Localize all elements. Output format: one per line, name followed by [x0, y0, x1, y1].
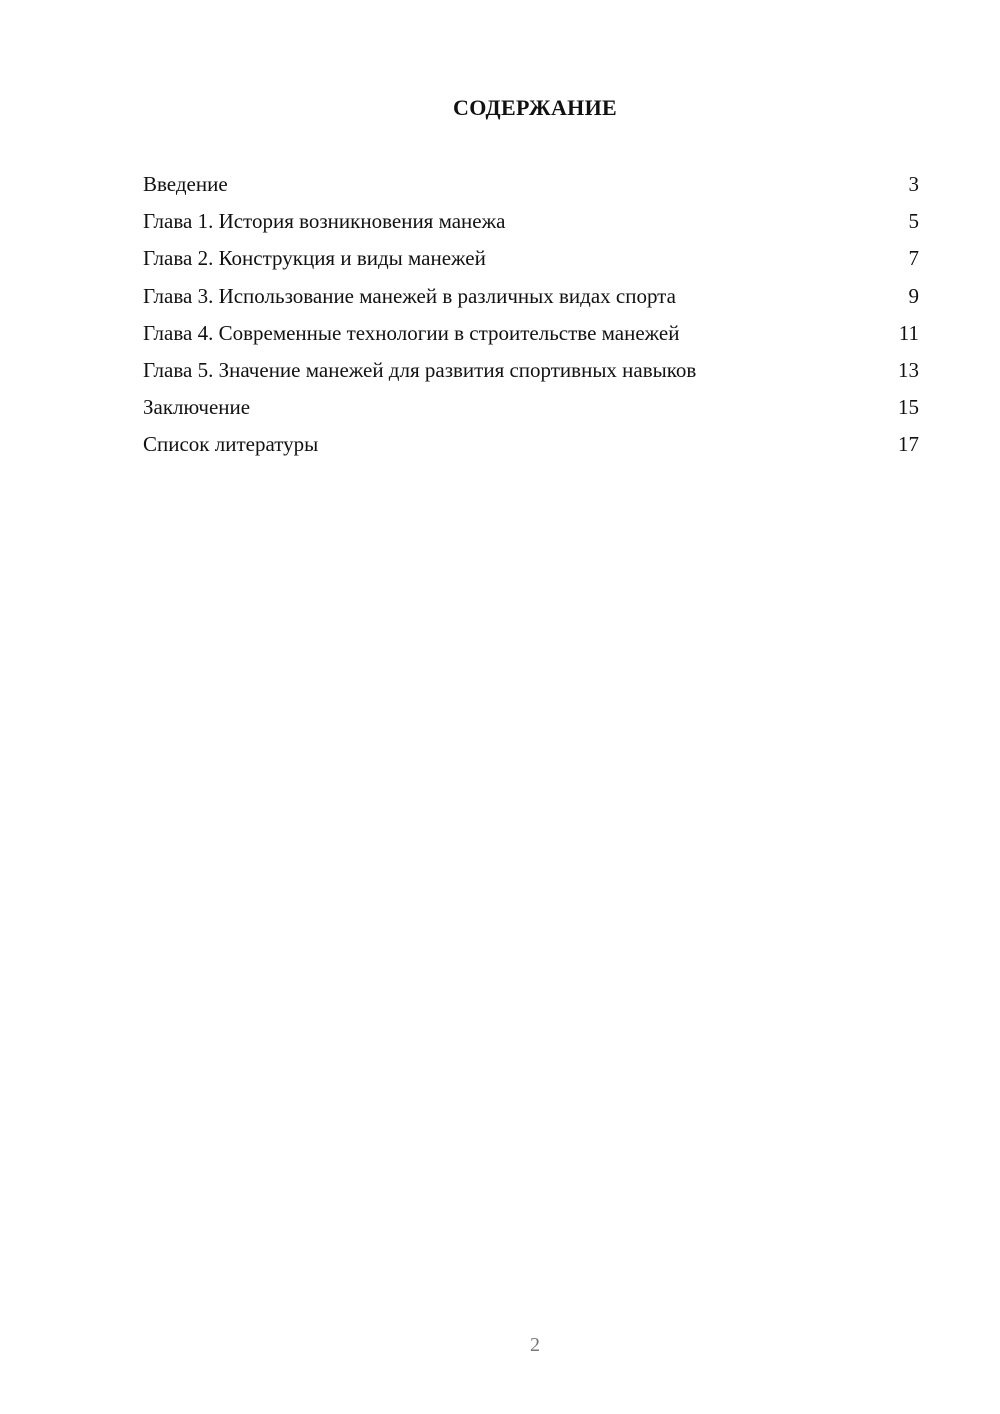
toc-entry-label: Введение [143, 172, 228, 196]
toc-entry [143, 168, 919, 205]
toc-entry [143, 428, 919, 465]
toc-entry-page: 5 [908, 209, 919, 234]
toc-entry-label: Список литературы [143, 432, 319, 457]
toc-entry-label: Глава 4. Современные технологии в строительстве манежей [143, 320, 680, 345]
toc-entry [143, 317, 919, 354]
toc-entry [143, 280, 919, 317]
page-title: СОДЕРЖАНИЕ [453, 95, 617, 120]
page-number: 2 [530, 1334, 540, 1356]
toc-entry-label: Глава 2. Конструкция и виды манежей [143, 246, 486, 271]
table-of-contents [143, 168, 919, 466]
toc-entry-label: Глава 3. Использование манежей в различных видах спорта [143, 283, 676, 308]
toc-entry-label: Глава 1. История возникновения манежа [143, 209, 506, 234]
toc-entry-label: Глава 5. Значение манежей для развития спортивных навыков [143, 357, 697, 382]
toc-entry-page: 3 [908, 172, 919, 196]
toc-entry-page: 7 [908, 246, 919, 271]
toc-entry [143, 391, 919, 428]
toc-entry [143, 205, 919, 242]
toc-entry-page: 17 [898, 432, 919, 457]
toc-entry [143, 242, 919, 279]
toc-entry-label: Заключение [143, 395, 251, 420]
toc-entry [143, 354, 919, 391]
toc-entry-page: 11 [898, 320, 919, 345]
toc-entry-page: 13 [898, 357, 919, 382]
toc-entry-page: 15 [898, 395, 919, 420]
toc-entry-page: 9 [908, 283, 919, 308]
